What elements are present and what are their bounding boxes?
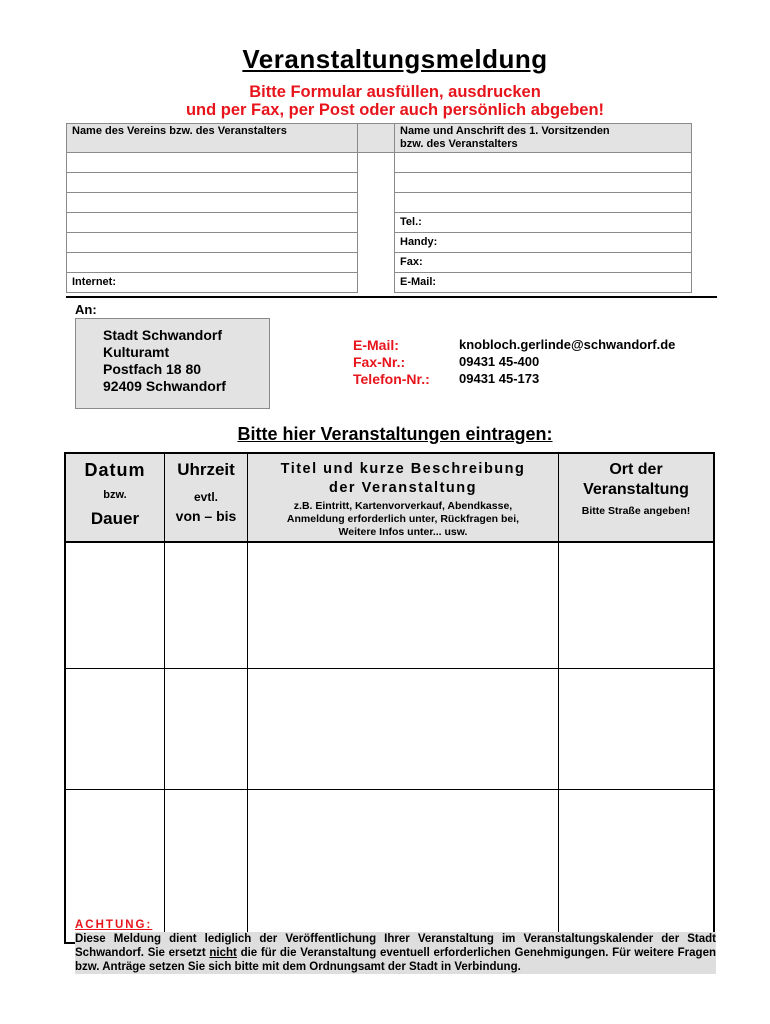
recipient-address-box	[75, 318, 270, 409]
col-title-hint-3: Weitere Infos unter... usw.	[338, 526, 468, 538]
contact-email-value[interactable]: knobloch.gerlinde@schwandorf.de	[459, 337, 676, 352]
internet-field[interactable]	[66, 273, 358, 293]
event-2-title-field[interactable]	[248, 669, 558, 789]
internet-label: Internet:	[72, 276, 116, 288]
event-2-date-field[interactable]	[66, 669, 164, 789]
col-date-title: Datum	[84, 460, 146, 480]
col-date-bzw: bzw.	[103, 489, 127, 501]
handy-label: Handy:	[400, 236, 438, 248]
event-2-time-field[interactable]	[165, 669, 247, 789]
header-spacer	[358, 123, 394, 153]
organizer-name-field-1[interactable]	[66, 153, 358, 173]
recipient-label: An:	[75, 302, 97, 317]
col-place-line-1: Ort der	[609, 461, 663, 478]
address-line-2: Kulturamt	[103, 344, 170, 360]
chairman-header-line-2: bzw. des Veranstalters	[400, 138, 518, 150]
chairman-header	[394, 123, 692, 153]
warning-text	[75, 932, 716, 974]
event-1-date-field[interactable]	[66, 543, 164, 668]
organizer-name-header: Name des Vereins bzw. des Veranstalters	[66, 123, 358, 153]
instruction-line-2: und per Fax, per Post oder auch persönlich abgeben!	[185, 101, 605, 119]
warning-text-part-1: Diese Meldung dient lediglich der Veröffentlichung Ihrer Veranstaltung im Veranstaltungskalender der Stadt Schwandorf. Sie ersetzt	[75, 933, 716, 959]
fax-field[interactable]	[394, 253, 692, 273]
col-title-hint-1: z.B. Eintritt, Kartenvorverkauf, Abendkasse,	[293, 500, 513, 512]
tel-field[interactable]	[394, 213, 692, 233]
events-section-title: Bitte hier Veranstaltungen eintragen:	[237, 424, 553, 444]
event-1-time-field[interactable]	[165, 543, 247, 668]
chairman-field-3[interactable]	[394, 193, 692, 213]
address-line-3: Postfach 18 80	[103, 361, 202, 377]
tel-label: Tel.:	[400, 216, 422, 228]
chairman-header-line-1: Name und Anschrift des 1. Vorsitzenden	[400, 125, 610, 137]
col-time-evtl: evtl.	[193, 490, 218, 504]
address-line-1: Stadt Schwandorf	[103, 327, 223, 343]
contact-email-label: E-Mail:	[353, 337, 399, 353]
event-1-title-field[interactable]	[248, 543, 558, 668]
col-title-line-2: der Veranstaltung	[329, 480, 477, 496]
instruction-line-1: Bitte Formular ausfüllen, ausdrucken	[249, 83, 541, 101]
col-place-hint: Bitte Straße angeben!	[581, 505, 691, 517]
col-title-line-1: Titel und kurze Beschreibung	[280, 461, 526, 477]
warning-text-part-2: die für die Veranstaltung eventuell erforderlichen Genehmigungen. Für weitere Fragen bzw. Anträge setzen Sie sich bitte mit dem Ordnungsamt der Stadt in Verbindung.	[75, 947, 716, 973]
fax-label: Fax:	[400, 256, 423, 268]
events-table	[64, 452, 715, 944]
col-header-title	[248, 460, 558, 539]
chairman-field-2[interactable]	[394, 173, 692, 193]
col-header-date	[66, 460, 164, 529]
organizer-name-field-3[interactable]	[66, 193, 358, 213]
page-title: Veranstaltungsmeldung	[242, 44, 548, 74]
contact-phone-label: Telefon-Nr.:	[353, 371, 430, 387]
col-header-place	[559, 460, 713, 517]
col-title-hint-2: Anmeldung erforderlich unter, Rückfragen bei,	[286, 513, 520, 525]
event-2-place-field[interactable]	[559, 669, 713, 789]
email-label: E-Mail:	[400, 276, 437, 288]
col-time-range: von – bis	[175, 508, 237, 524]
divider-rule	[66, 296, 717, 298]
col-date-duration: Dauer	[90, 509, 140, 528]
warning-text-nicht: nicht	[209, 947, 237, 959]
event-1-place-field[interactable]	[559, 543, 713, 668]
col-header-time	[165, 460, 247, 524]
organizer-name-field-6[interactable]	[66, 253, 358, 273]
contact-fax-value: 09431 45-400	[459, 354, 540, 369]
address-line-4: 92409 Schwandorf	[103, 378, 226, 394]
contact-phone-value: 09431 45-173	[459, 371, 540, 386]
contact-fax-label: Fax-Nr.:	[353, 354, 406, 370]
col-place-line-2: Veranstaltung	[583, 481, 689, 498]
chairman-field-1[interactable]	[394, 153, 692, 173]
email-field[interactable]	[394, 273, 692, 293]
col-time-title: Uhrzeit	[177, 460, 235, 479]
warning-heading: ACHTUNG:	[75, 919, 153, 931]
handy-field[interactable]	[394, 233, 692, 253]
organizer-name-field-5[interactable]	[66, 233, 358, 253]
organizer-name-field-4[interactable]	[66, 213, 358, 233]
warning-notice	[75, 918, 716, 974]
organizer-name-field-2[interactable]	[66, 173, 358, 193]
